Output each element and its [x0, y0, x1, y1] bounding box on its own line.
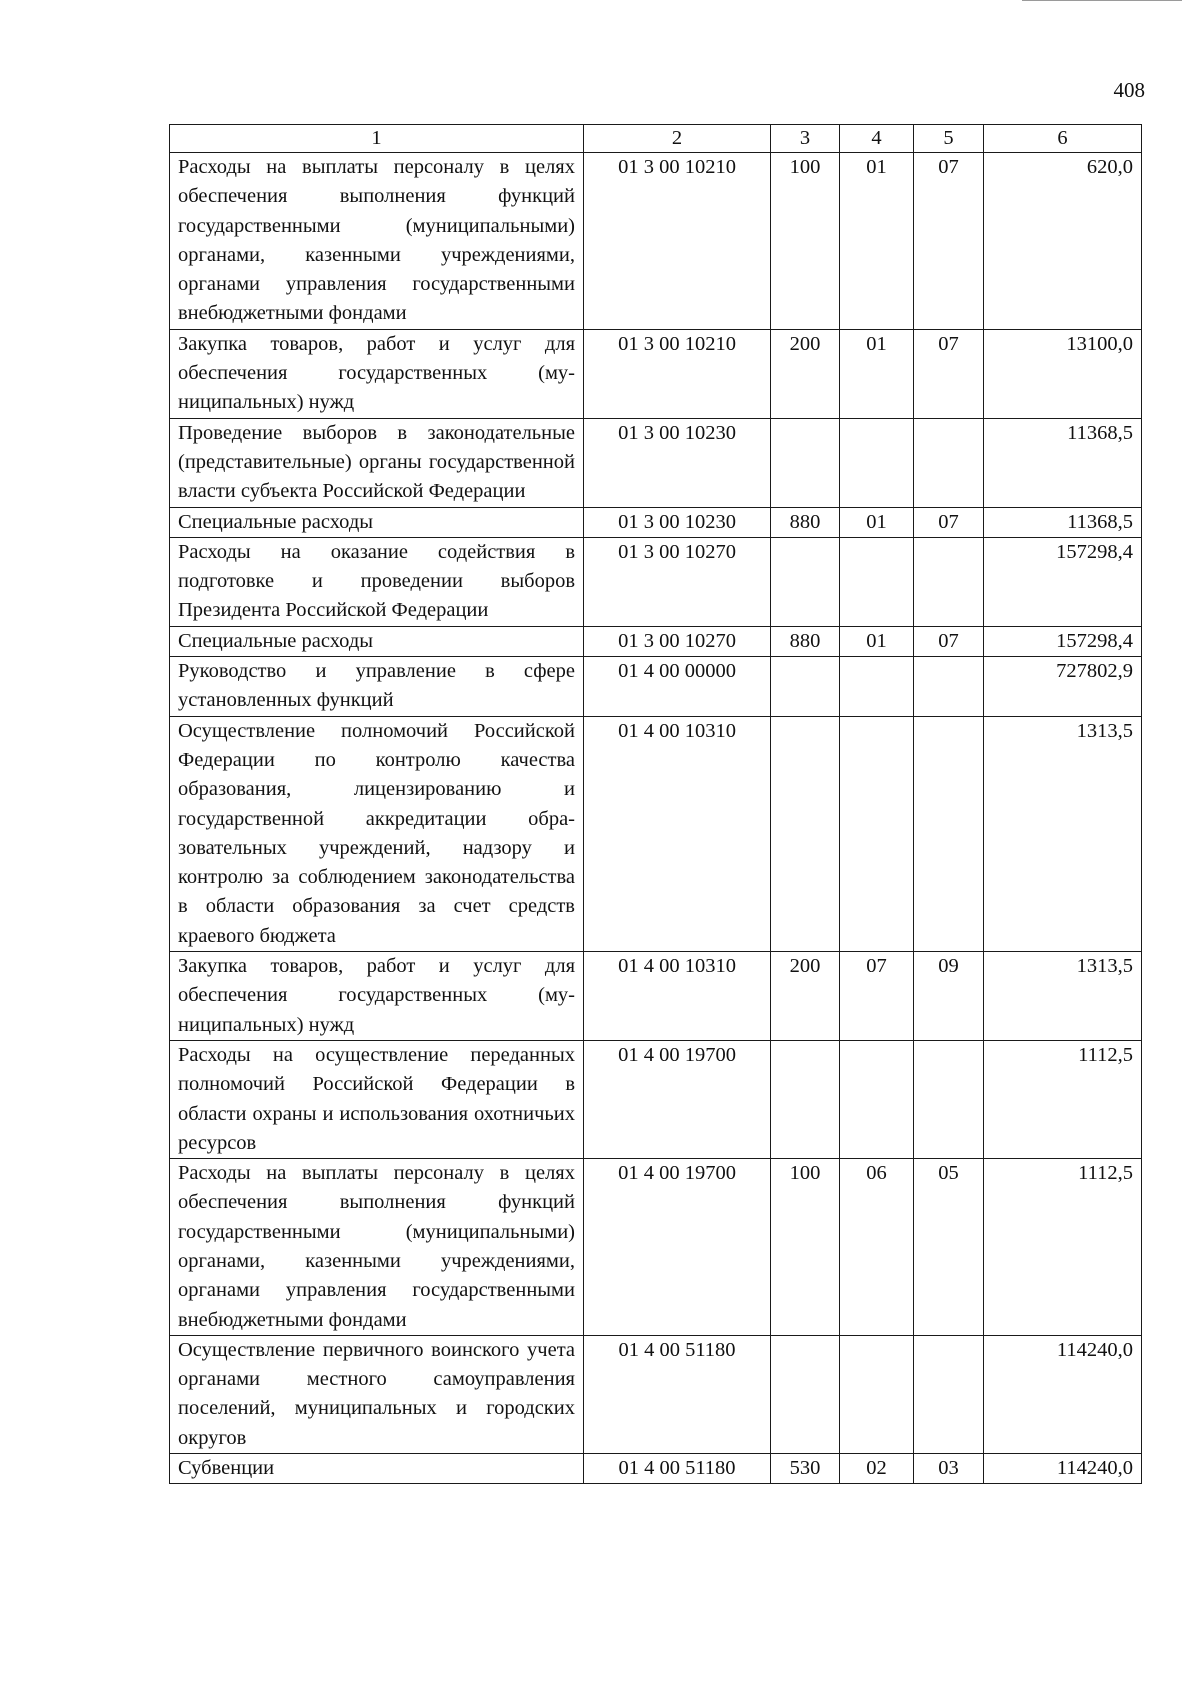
section-cell: 07 [840, 952, 914, 1041]
target-article-cell: 01 3 00 10210 [584, 329, 771, 418]
table-row [170, 626, 1142, 656]
amount-cell: 114240,0 [984, 1335, 1142, 1453]
target-article-cell: 01 3 00 10270 [584, 626, 771, 656]
subsection-cell [914, 657, 984, 717]
scan-edge-line [1022, 0, 1182, 1]
subsection-cell: 07 [914, 329, 984, 418]
header-cell: 2 [584, 125, 771, 153]
header-cell: 4 [840, 125, 914, 153]
expense-type-cell [771, 716, 840, 951]
target-article-cell: 01 4 00 00000 [584, 657, 771, 717]
table-row [170, 1040, 1142, 1158]
section-cell [840, 537, 914, 626]
table-row [170, 716, 1142, 951]
table-row [170, 418, 1142, 507]
subsection-cell: 07 [914, 626, 984, 656]
section-cell: 02 [840, 1454, 914, 1484]
expense-type-cell [771, 537, 840, 626]
expense-type-cell [771, 1040, 840, 1158]
amount-cell: 620,0 [984, 153, 1142, 330]
amount-cell: 727802,9 [984, 657, 1142, 717]
expense-name-cell: Специальные расходы [170, 626, 584, 656]
amount-cell: 157298,4 [984, 626, 1142, 656]
target-article-cell: 01 4 00 10310 [584, 952, 771, 1041]
section-cell: 01 [840, 626, 914, 656]
section-cell [840, 418, 914, 507]
table-row [170, 952, 1142, 1041]
expense-type-cell: 100 [771, 1159, 840, 1336]
header-cell: 6 [984, 125, 1142, 153]
target-article-cell: 01 3 00 10210 [584, 153, 771, 330]
table-row [170, 153, 1142, 330]
table-row [170, 1454, 1142, 1484]
expense-name-cell: Расходы на осуществление переданных полномочий Российской Федерации в области охраны и использования охотничьих ресурсов [170, 1040, 584, 1158]
subsection-cell [914, 1040, 984, 1158]
target-article-cell: 01 4 00 19700 [584, 1040, 771, 1158]
amount-cell: 1313,5 [984, 716, 1142, 951]
target-article-cell: 01 3 00 10270 [584, 537, 771, 626]
section-cell [840, 1040, 914, 1158]
page-number: 408 [1113, 78, 1145, 102]
subsection-cell: 09 [914, 952, 984, 1041]
table-row [170, 507, 1142, 537]
amount-cell: 1112,5 [984, 1159, 1142, 1336]
section-cell [840, 716, 914, 951]
expense-name-cell: Расходы на выплаты персоналу в целях обеспечения выполнения функций государственными (муниципальными) органами, казенными учреждениями, органами управления государственными внебюджетными фондами [170, 153, 584, 330]
table-row [170, 657, 1142, 717]
section-cell: 06 [840, 1159, 914, 1336]
expense-type-cell [771, 1335, 840, 1453]
target-article-cell: 01 3 00 10230 [584, 418, 771, 507]
subsection-cell [914, 537, 984, 626]
subsection-cell: 03 [914, 1454, 984, 1484]
amount-cell: 11368,5 [984, 507, 1142, 537]
table-header-row [170, 125, 1142, 153]
table-row [170, 1159, 1142, 1336]
target-article-cell: 01 4 00 51180 [584, 1454, 771, 1484]
section-cell: 01 [840, 329, 914, 418]
expense-name-cell: Субвенции [170, 1454, 584, 1484]
target-article-cell: 01 4 00 51180 [584, 1335, 771, 1453]
expense-type-cell: 100 [771, 153, 840, 330]
table-row [170, 329, 1142, 418]
expense-type-cell: 200 [771, 952, 840, 1041]
subsection-cell: 07 [914, 507, 984, 537]
section-cell: 01 [840, 507, 914, 537]
amount-cell: 114240,0 [984, 1454, 1142, 1484]
amount-cell: 157298,4 [984, 537, 1142, 626]
expense-name-cell: Расходы на оказание содействия в подготовке и проведении выборов Президента Российской Федерации [170, 537, 584, 626]
subsection-cell [914, 1335, 984, 1453]
subsection-cell: 05 [914, 1159, 984, 1336]
table-row [170, 1335, 1142, 1453]
section-cell: 01 [840, 153, 914, 330]
expense-type-cell [771, 657, 840, 717]
section-cell [840, 657, 914, 717]
expense-name-cell: Проведение выборов в законодательные (представительные) органы государственной власти субъекта Российской Федерации [170, 418, 584, 507]
expense-name-cell: Закупка товаров, работ и услуг для обеспечения государственных (муниципальных) нужд [170, 329, 584, 418]
expense-type-cell: 530 [771, 1454, 840, 1484]
expense-name-cell: Специальные расходы [170, 507, 584, 537]
header-cell: 5 [914, 125, 984, 153]
expense-type-cell: 880 [771, 507, 840, 537]
expense-type-cell [771, 418, 840, 507]
target-article-cell: 01 4 00 10310 [584, 716, 771, 951]
expense-name-cell: Осуществление первичного воинского учета органами местного самоуправления поселений, муниципальных и городских округов [170, 1335, 584, 1453]
subsection-cell: 07 [914, 153, 984, 330]
target-article-cell: 01 3 00 10230 [584, 507, 771, 537]
table-row [170, 537, 1142, 626]
expense-name-cell: Руководство и управление в сфере установленных функций [170, 657, 584, 717]
budget-table [169, 124, 1142, 1484]
section-cell [840, 1335, 914, 1453]
amount-cell: 1313,5 [984, 952, 1142, 1041]
subsection-cell [914, 418, 984, 507]
expense-name-cell: Осуществление полномочий Российской Федерации по контролю качества образования, лицензированию и государственной аккредитации образовательных учреждений, надзору и контролю за соблюдением законодательства в области образования за счет средств краевого бюджета [170, 716, 584, 951]
expense-type-cell: 200 [771, 329, 840, 418]
amount-cell: 1112,5 [984, 1040, 1142, 1158]
header-cell: 1 [170, 125, 584, 153]
expense-name-cell: Расходы на выплаты персоналу в целях обеспечения выполнения функций государственными (муниципальными) органами, казенными учреждениями, органами управления государственными внебюджетными фондами [170, 1159, 584, 1336]
header-cell: 3 [771, 125, 840, 153]
amount-cell: 11368,5 [984, 418, 1142, 507]
expense-type-cell: 880 [771, 626, 840, 656]
table-body [170, 153, 1142, 1484]
target-article-cell: 01 4 00 19700 [584, 1159, 771, 1336]
amount-cell: 13100,0 [984, 329, 1142, 418]
subsection-cell [914, 716, 984, 951]
expense-name-cell: Закупка товаров, работ и услуг для обеспечения государственных (муниципальных) нужд [170, 952, 584, 1041]
